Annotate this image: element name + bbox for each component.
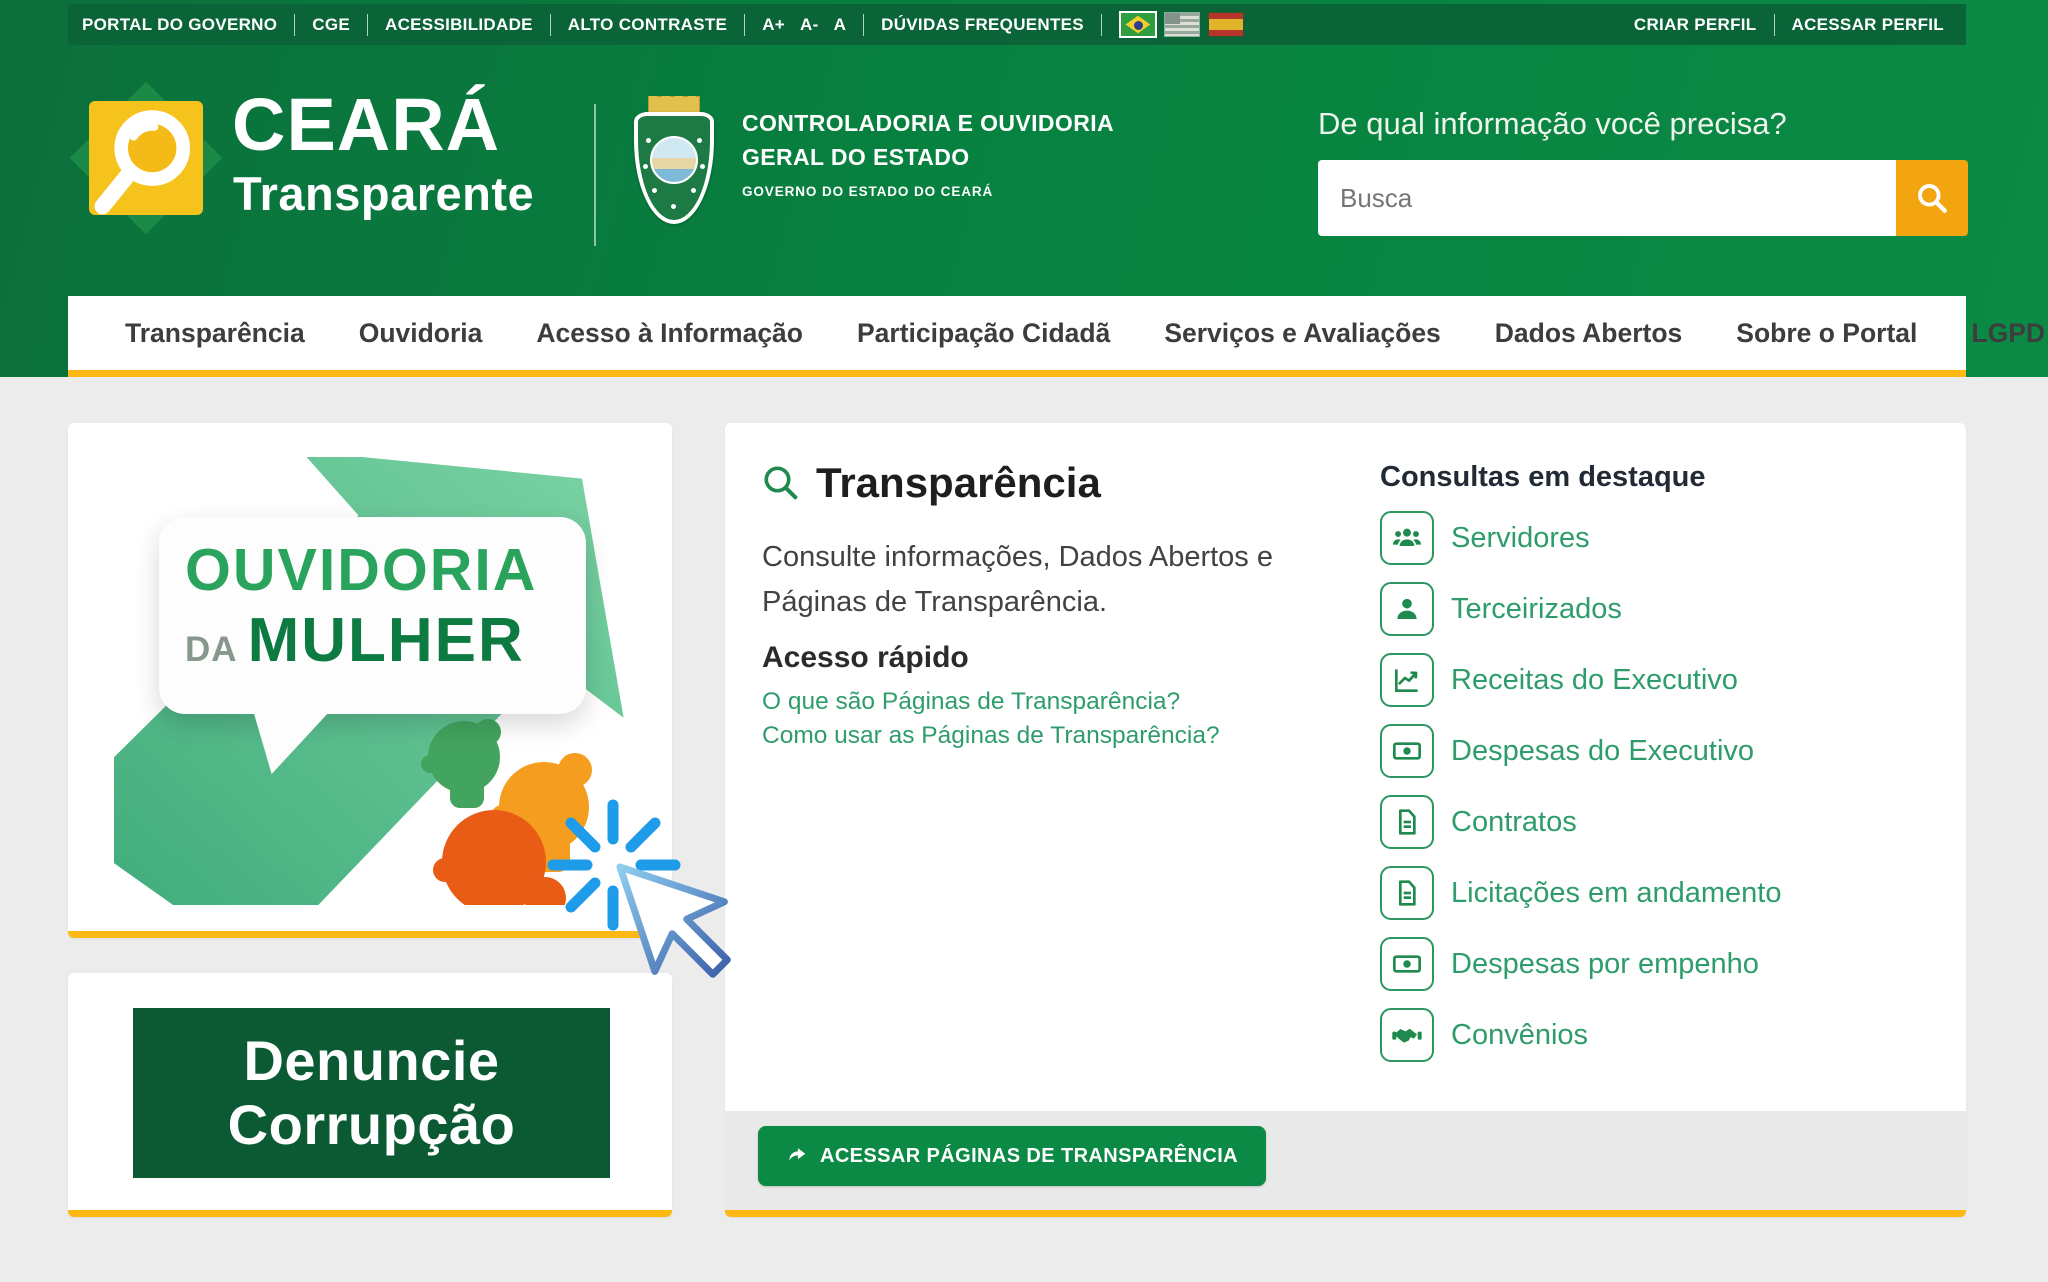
separator: [367, 14, 368, 36]
banknote-icon: [1380, 937, 1434, 991]
quick-link-how-to-use-pages[interactable]: Como usar as Páginas de Transparência?: [762, 722, 1220, 749]
highlight-terceirizados[interactable]: [1380, 582, 1781, 636]
nav-dados-abertos[interactable]: Dados Abertos: [1494, 317, 1683, 348]
nav-acesso-informacao[interactable]: Acesso à Informação: [536, 317, 803, 348]
highlight-label: Terceirizados: [1451, 592, 1622, 625]
separator: [1774, 14, 1775, 36]
quick-link-what-are-pages[interactable]: O que são Páginas de Transparência?: [762, 688, 1181, 715]
font-decrease-button[interactable]: A-: [800, 14, 819, 34]
link-acessibilidade[interactable]: ACESSIBILIDADE: [385, 14, 533, 34]
mulher-text: MULHER: [247, 606, 525, 675]
access-profile-link[interactable]: ACESSAR PERFIL: [1791, 14, 1944, 34]
link-duvidas-frequentes[interactable]: DÚVIDAS FREQUENTES: [881, 14, 1084, 34]
document-icon: [1380, 795, 1434, 849]
spain-flag-icon[interactable]: [1209, 13, 1243, 36]
seal-shield: [634, 112, 714, 224]
ceara-transparente-logo[interactable]: [84, 96, 208, 220]
women-silhouettes-graphic: [414, 712, 599, 905]
search-question-label: De qual informação você precisa?: [1318, 106, 1787, 141]
nav-transparencia[interactable]: Transparência: [125, 317, 305, 348]
nav-participacao-cidada[interactable]: Participação Cidadã: [857, 317, 1111, 348]
people-group-icon: [1380, 511, 1434, 565]
separator: [294, 14, 295, 36]
banknote-icon: [1380, 724, 1434, 778]
document-icon: [1380, 866, 1434, 920]
search-input[interactable]: [1318, 160, 1896, 236]
da-text: DA: [185, 630, 238, 669]
transparencia-panel: [725, 423, 1966, 1217]
highlight-convenios[interactable]: [1380, 1008, 1781, 1062]
panel-title: Transparência: [816, 459, 1101, 506]
cta-label: ACESSAR PÁGINAS DE TRANSPARÊNCIA: [820, 1144, 1239, 1167]
highlight-receitas[interactable]: [1380, 653, 1781, 707]
link-alto-contraste[interactable]: ALTO CONTRASTE: [567, 14, 728, 34]
ouvidoria-text: OUVIDORIA: [185, 537, 538, 603]
font-increase-button[interactable]: A+: [762, 14, 786, 34]
organization-name: [742, 110, 1114, 199]
nav-ouvidoria[interactable]: Ouvidoria: [358, 317, 483, 348]
usa-flag-icon[interactable]: [1165, 13, 1199, 36]
highlight-despesas-executivo[interactable]: [1380, 724, 1781, 778]
highlight-label: Licitações em andamento: [1451, 876, 1782, 909]
panel-heading: [760, 459, 1101, 507]
separator: [1101, 14, 1102, 36]
nav-sobre-o-portal[interactable]: Sobre o Portal: [1736, 317, 1918, 348]
line-chart-icon: [1380, 653, 1434, 707]
highlight-contratos[interactable]: [1380, 795, 1781, 849]
denuncie-line-2: Corrupção: [227, 1093, 516, 1156]
share-arrow-icon: [786, 1145, 808, 1167]
separator: [550, 14, 551, 36]
language-flags: [1121, 13, 1243, 36]
access-transparency-pages-button[interactable]: [758, 1126, 1266, 1186]
link-portal-do-governo[interactable]: PORTAL DO GOVERNO: [82, 14, 278, 34]
magnifier-icon: [84, 96, 208, 220]
panel-description: Consulte informações, Dados Abertos e Páginas de Transparência.: [762, 541, 1273, 618]
brand-tagline: Transparente: [233, 167, 535, 220]
highlight-label: Convênios: [1451, 1018, 1589, 1051]
quick-access-title: Acesso rápido: [762, 641, 969, 674]
ouvidoria-banner-art: [114, 457, 650, 905]
link-cge[interactable]: CGE: [312, 14, 351, 34]
font-size-controls: [762, 15, 846, 35]
highlight-servidores[interactable]: [1380, 511, 1781, 565]
highlight-label: Servidores: [1451, 521, 1590, 554]
search-bar: [1318, 160, 1968, 236]
create-profile-link[interactable]: CRIAR PERFIL: [1633, 14, 1757, 34]
highlight-licitacoes[interactable]: [1380, 866, 1781, 920]
highlight-despesas-empenho[interactable]: [1380, 937, 1781, 991]
top-utility-bar: [68, 4, 1966, 45]
search-submit-button[interactable]: [1896, 160, 1968, 236]
denuncie-green-box: [133, 1008, 610, 1178]
panel-footer: [725, 1111, 1966, 1210]
highlight-label: Receitas do Executivo: [1451, 663, 1738, 696]
seal-emblem: [650, 136, 698, 184]
highlights-list: [1380, 511, 1781, 1079]
search-icon: [1914, 180, 1950, 216]
org-line-3: GOVERNO DO ESTADO DO CEARÁ: [742, 184, 994, 199]
topbar-left-links: [82, 13, 1634, 36]
denuncie-corrupcao-banner[interactable]: [68, 973, 672, 1217]
separator: [863, 14, 864, 36]
separator: [744, 14, 745, 36]
topbar-profile-links: [1634, 14, 1944, 36]
highlight-label: Despesas por empenho: [1451, 947, 1759, 980]
org-line-1: CONTROLADORIA E OUVIDORIA: [742, 110, 1115, 136]
highlight-label: Contratos: [1451, 805, 1577, 838]
header-divider: [594, 104, 596, 246]
handshake-icon: [1380, 1008, 1434, 1062]
speech-bubble: [159, 517, 586, 714]
highlight-label: Despesas do Executivo: [1451, 734, 1755, 767]
highlights-title: Consultas em destaque: [1380, 461, 1706, 493]
org-line-2: GERAL DO ESTADO: [742, 144, 970, 170]
site-header: [0, 0, 2048, 377]
nav-lgpd[interactable]: LGPD: [1971, 317, 2046, 348]
font-reset-button[interactable]: A: [833, 14, 847, 34]
ouvidoria-da-mulher-banner[interactable]: [68, 423, 672, 938]
nav-servicos-avaliacoes[interactable]: Serviços e Avaliações: [1164, 317, 1441, 348]
main-navigation: [68, 296, 2046, 377]
brazil-flag-icon[interactable]: [1121, 13, 1155, 36]
person-icon: [1380, 582, 1434, 636]
ceara-state-seal: [632, 96, 716, 228]
brand-name: CEARÁ: [232, 83, 501, 166]
denuncie-line-1: Denuncie: [243, 1028, 500, 1092]
magnifier-icon: [760, 462, 802, 504]
